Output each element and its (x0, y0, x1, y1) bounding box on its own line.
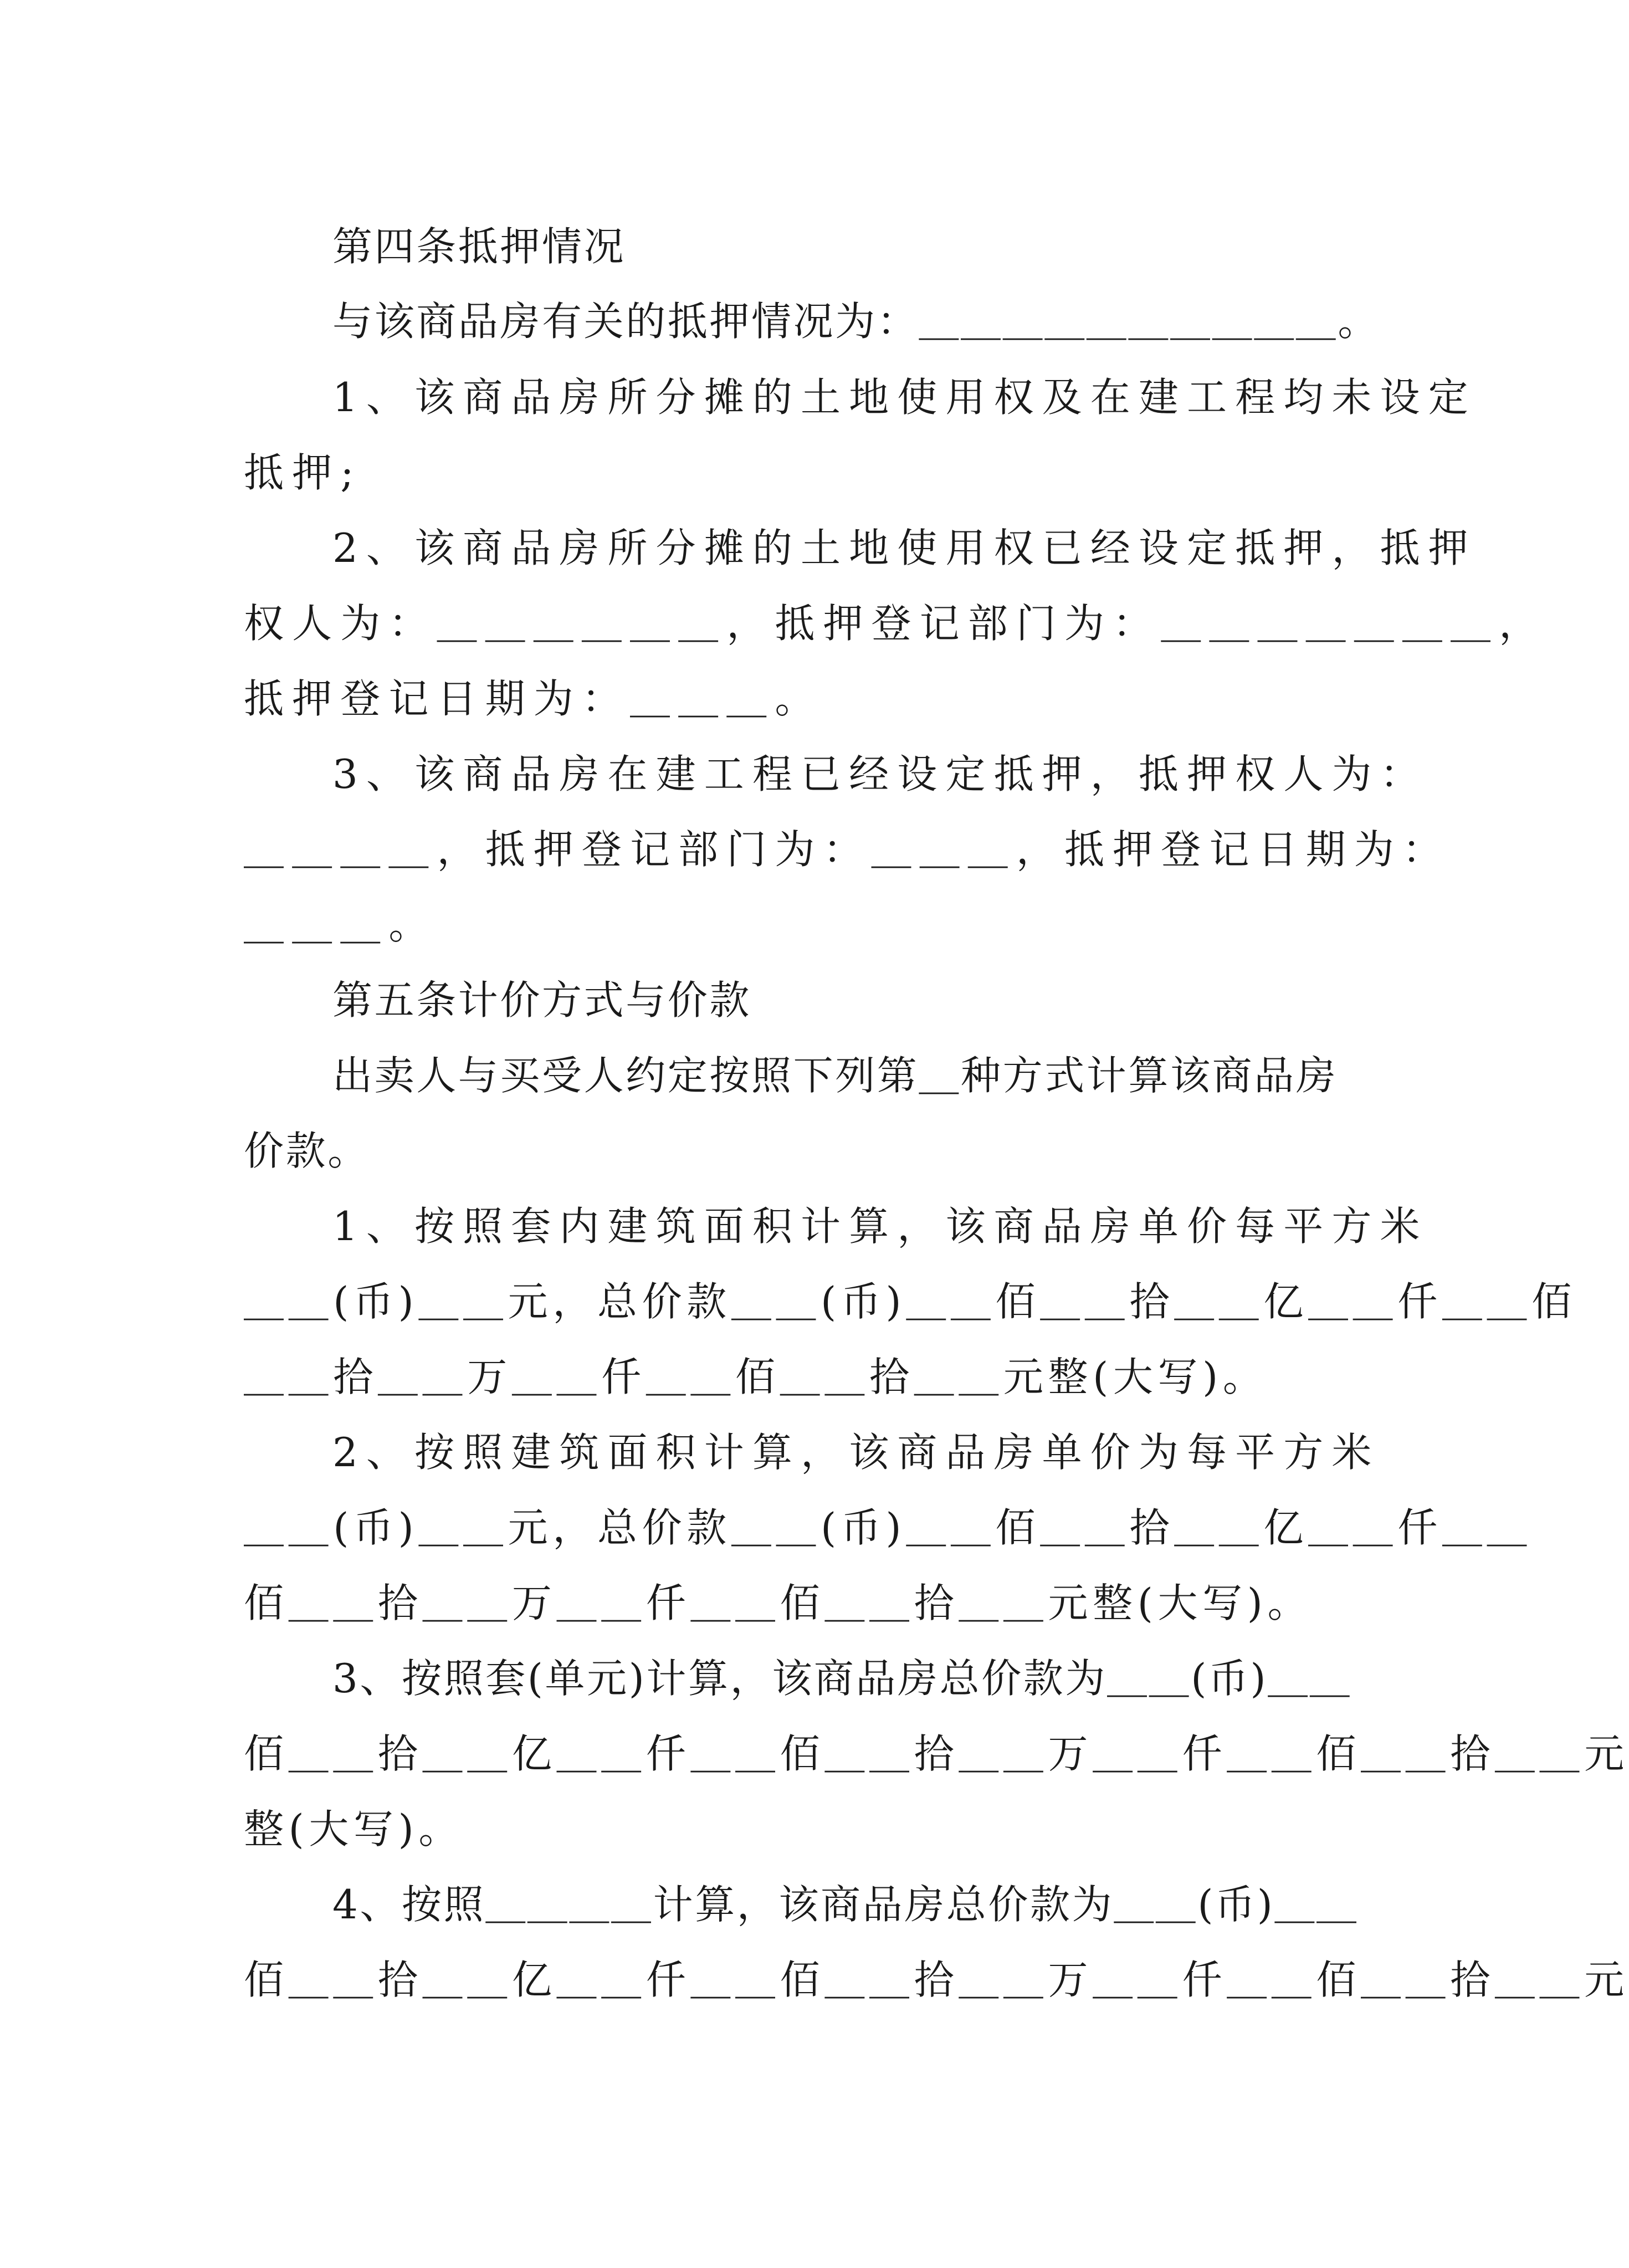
pricing-item-3-line-3: 整(大写)。 (244, 1806, 464, 1852)
mortgage-intro-line: 与该商品房有关的抵押情况为：＿＿＿＿＿＿＿＿＿＿。 (332, 298, 1380, 345)
mortgage-item-1-line-1: 1、该商品房所分摊的土地使用权及在建工程均未设定 (332, 374, 1477, 421)
pricing-item-2-line-3: 佰＿＿拾＿＿万＿＿仟＿＿佰＿＿拾＿＿元整(大写)。 (244, 1580, 1313, 1626)
mortgage-item-2-line-3: 抵押登记日期为：＿＿＿。 (244, 675, 823, 722)
pricing-item-3-line-2: 佰＿＿拾＿＿亿＿＿仟＿＿佰＿＿拾＿＿万＿＿仟＿＿佰＿＿拾＿＿元 (244, 1731, 1629, 1777)
pricing-intro-line-2: 价款。 (244, 1128, 370, 1174)
mortgage-item-2-line-2: 权人为：＿＿＿＿＿＿，抵押登记部门为：＿＿＿＿＿＿＿， (244, 600, 1548, 647)
pricing-item-4-line-1: 4、按照＿＿＿＿计算，该商品房总价款为＿＿(币)＿＿ (332, 1881, 1359, 1928)
article-5-heading: 第五条计价方式与价款 (332, 977, 752, 1023)
pricing-item-2-line-2: ＿＿(币)＿＿元，总价款＿＿(币)＿＿佰＿＿拾＿＿亿＿＿仟＿＿ (244, 1504, 1532, 1551)
mortgage-item-1-line-2: 抵押; (244, 449, 362, 496)
article-4-heading: 第四条抵押情况 (332, 223, 626, 270)
pricing-item-1-line-3: ＿＿拾＿＿万＿＿仟＿＿佰＿＿拾＿＿元整(大写)。 (244, 1354, 1268, 1400)
pricing-intro-line-1: 出卖人与买受人约定按照下列第＿种方式计算该商品房 (332, 1052, 1338, 1099)
mortgage-item-3-line-3: ＿＿＿。 (244, 902, 437, 948)
mortgage-item-3-line-2: ＿＿＿＿，抵押登记部门为：＿＿＿，抵押登记日期为： (244, 826, 1451, 873)
pricing-item-1-line-1: 1、按照套内建筑面积计算，该商品房单价每平方米 (332, 1203, 1428, 1250)
pricing-item-3-line-1: 3、按照套(单元)计算，该商品房总价款为＿＿(币)＿＿ (332, 1655, 1352, 1702)
mortgage-item-3-line-1: 3、该商品房在建工程已经设定抵押，抵押权人为： (332, 751, 1428, 797)
pricing-item-1-line-2: ＿＿(币)＿＿元，总价款＿＿(币)＿＿佰＿＿拾＿＿亿＿＿仟＿＿佰 (244, 1278, 1576, 1325)
pricing-item-2-line-1: 2、按照建筑面积计算，该商品房单价为每平方米 (332, 1429, 1380, 1476)
mortgage-item-2-line-1: 2、该商品房所分摊的土地使用权已经设定抵押，抵押 (332, 525, 1477, 571)
pricing-item-4-line-2: 佰＿＿拾＿＿亿＿＿仟＿＿佰＿＿拾＿＿万＿＿仟＿＿佰＿＿拾＿＿元 (244, 1957, 1629, 2003)
